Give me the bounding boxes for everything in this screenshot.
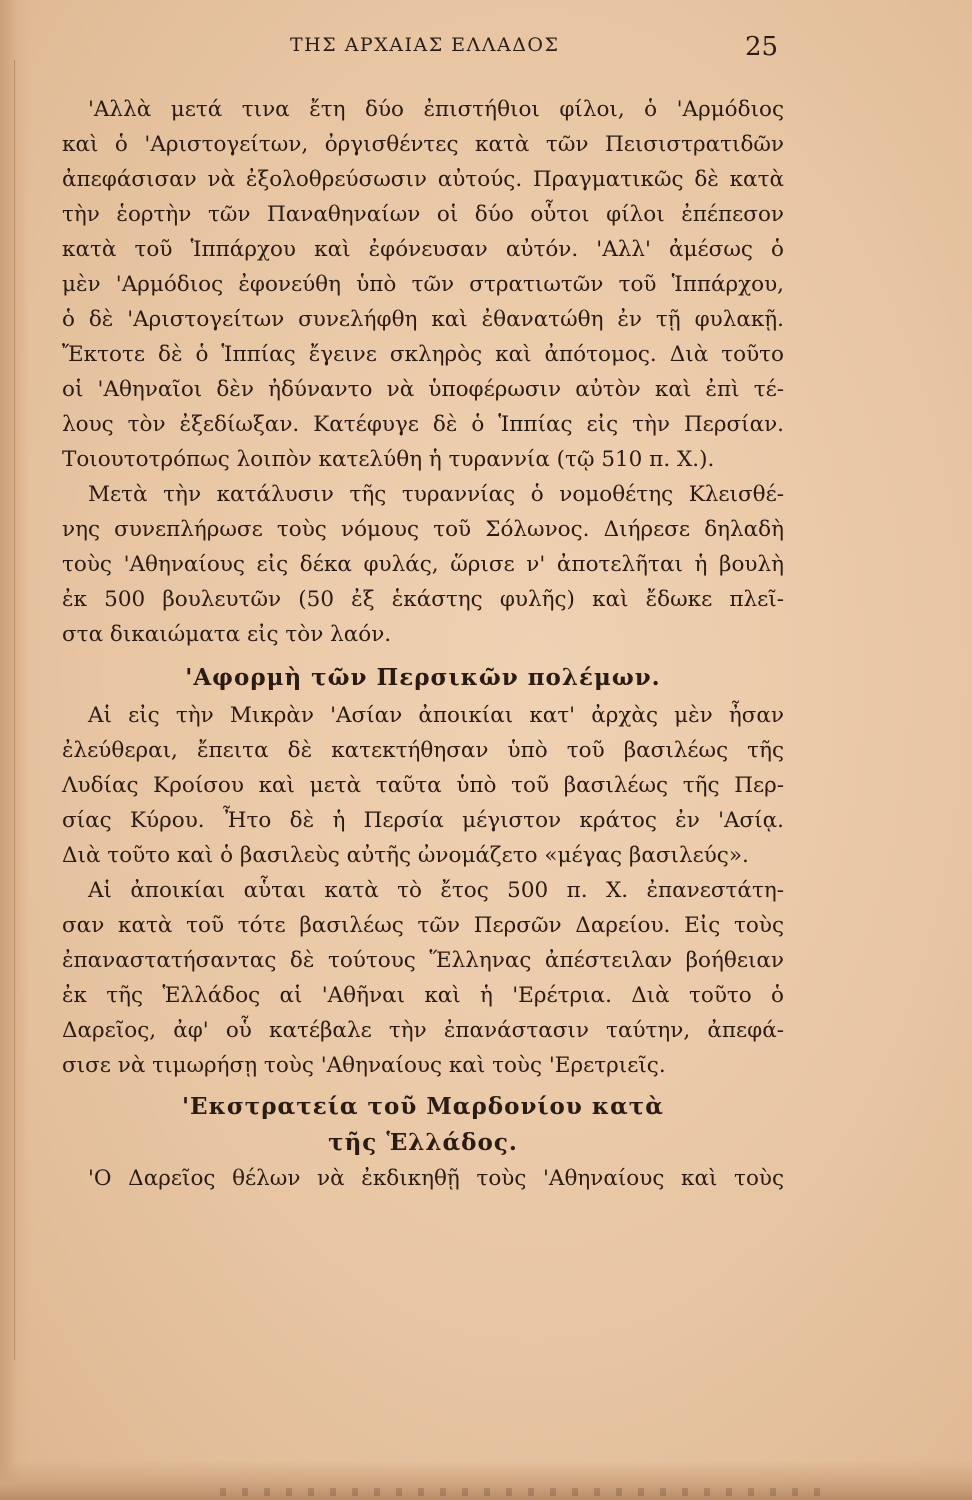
text-line: Λυδίας Κροίσου καὶ μετὰ ταῦτα ὑπὸ τοῦ βασιλέως τῆς Περ- — [62, 773, 784, 798]
page-number: 25 — [745, 32, 779, 62]
running-head: ΤΗΣ ΑΡΧΑΙΑΣ ΕΛΛΑΔΟΣ — [290, 34, 560, 56]
text-line: ἐκ 500 βουλευτῶν (50 ἐξ ἑκάστης φυλῆς) καὶ ἔδωκε πλεῖ- — [62, 587, 784, 612]
text-line: ἐκ τῆς Ἑλλάδος αἱ 'Αθῆναι καὶ ἡ 'Ερέτρια. Διὰ τοῦτο ὁ — [62, 983, 784, 1008]
text-line: ὁ δὲ 'Αριστογείτων συνελήφθη καὶ ἐθανατώθη ἐν τῇ φυλακῇ. — [62, 307, 784, 332]
text-line: σαν κατὰ τοῦ τότε βασιλέως τῶν Περσῶν Δαρείου. Εἰς τοὺς — [62, 913, 784, 938]
text-line: ἐλεύθεραι, ἔπειτα δὲ κατεκτήθησαν ὑπὸ τοῦ βασιλέως τῆς — [62, 738, 784, 763]
text-line: Μετὰ τὴν κατάλυσιν τῆς τυραννίας ὁ νομοθέτης Κλεισθέ- — [88, 482, 784, 507]
text-line: κατὰ τοῦ Ἱππάρχου καὶ ἐφόνευσαν αὐτόν. 'Αλλ' ἀμέσως ὁ — [62, 237, 784, 262]
text-line: σίας Κύρου. Ἦτο δὲ ἡ Περσία μέγιστον κράτος ἐν 'Ασίᾳ. — [62, 808, 784, 833]
text-line: Αἱ εἰς τὴν Μικρὰν 'Ασίαν ἀποικίαι κατ' ἀρχὰς μὲν ἦσαν — [88, 703, 784, 728]
text-line: λους τὸν ἐξεδίωξαν. Κατέφυγε δὲ ὁ Ἱππίας εἰς τὴν Περσίαν. — [62, 412, 784, 437]
body-text — [62, 92, 784, 1196]
paragraph — [62, 92, 784, 477]
section-heading-line-1: 'Εκστρατεία τοῦ Μαρδονίου κατὰ — [182, 1093, 664, 1120]
text-line: Διὰ τοῦτο καὶ ὁ βασιλεὺς αὐτῆς ὠνομάζετο «μέγας βασιλεύς». — [62, 843, 749, 868]
paragraph — [62, 1161, 784, 1196]
text-line: στα δικαιώματα εἰς τὸν λαόν. — [62, 622, 392, 647]
text-line: ἀπεφάσισαν νὰ ἐξολοθρεύσωσιν αὐτούς. Πραγματικῶς δὲ κατὰ — [62, 167, 784, 192]
page-binding-line — [14, 60, 15, 1360]
text-line: Τοιουτοτρόπως λοιπὸν κατελύθη ἡ τυραννία (τῷ 510 π. Χ.). — [62, 447, 715, 472]
text-line: οἱ 'Αθηναῖοι δὲν ἠδύναντο νὰ ὑποφέρωσιν αὐτὸν καὶ ἐπὶ τέ- — [62, 377, 784, 402]
text-line: καὶ ὁ 'Αριστογείτων, ὀργισθέντες κατὰ τῶν Πεισιστρατιδῶν — [62, 132, 784, 157]
text-line: τὴν ἑορτὴν τῶν Παναθηναίων οἱ δύο οὗτοι φίλοι ἐπέπεσον — [62, 202, 784, 227]
text-line: Δαρεῖος, ἀφ' οὗ κατέβαλε τὴν ἐπανάστασιν ταύτην, ἀπεφά- — [62, 1018, 784, 1043]
section-heading-line-2: τῆς Ἑλλάδος. — [328, 1129, 518, 1156]
text-line: Αἱ ἀποικίαι αὗται κατὰ τὸ ἔτος 500 π. Χ. ἐπανεστάτη- — [88, 878, 784, 903]
text-line: ἐπαναστατήσαντας δὲ τούτους Ἕλληνας ἀπέστειλαν βοήθειαν — [62, 948, 784, 973]
paragraph — [62, 698, 784, 873]
page-bottom-print-bleed — [220, 1488, 820, 1496]
text-line: 'Αλλὰ μετά τινα ἔτη δύο ἐπιστήθιοι φίλοι, ὁ 'Αρμόδιος — [88, 97, 784, 122]
text-line: μὲν 'Αρμόδιος ἐφονεύθη ὑπὸ τῶν στρατιωτῶν τοῦ Ἱππάρχου, — [62, 272, 784, 297]
section-heading: 'Αφορμὴ τῶν Περσικῶν πολέμων. — [185, 664, 661, 691]
text-line: 'Ο Δαρεῖος θέλων νὰ ἐκδικηθῇ τοὺς 'Αθηναίους καὶ τοὺς — [88, 1166, 784, 1191]
paragraph — [62, 477, 784, 652]
text-line: τοὺς 'Αθηναίους εἰς δέκα φυλάς, ὥρισε ν' ἀποτελῆται ἡ βουλὴ — [62, 552, 784, 577]
text-line: σισε νὰ τιμωρήσῃ τοὺς 'Αθηναίους καὶ τοὺς 'Ερετριεῖς. — [62, 1053, 666, 1078]
page-left-edge-shadow — [0, 0, 30, 1500]
paragraph — [62, 873, 784, 1083]
text-line: Ἔκτοτε δὲ ὁ Ἱππίας ἔγεινε σκληρὸς καὶ ἀπότομος. Διὰ τοῦτο — [62, 342, 784, 367]
text-line: νης συνεπλήρωσε τοὺς νόμους τοῦ Σόλωνος. Διήρεσε δηλαδὴ — [62, 517, 784, 542]
page-header — [0, 32, 972, 62]
